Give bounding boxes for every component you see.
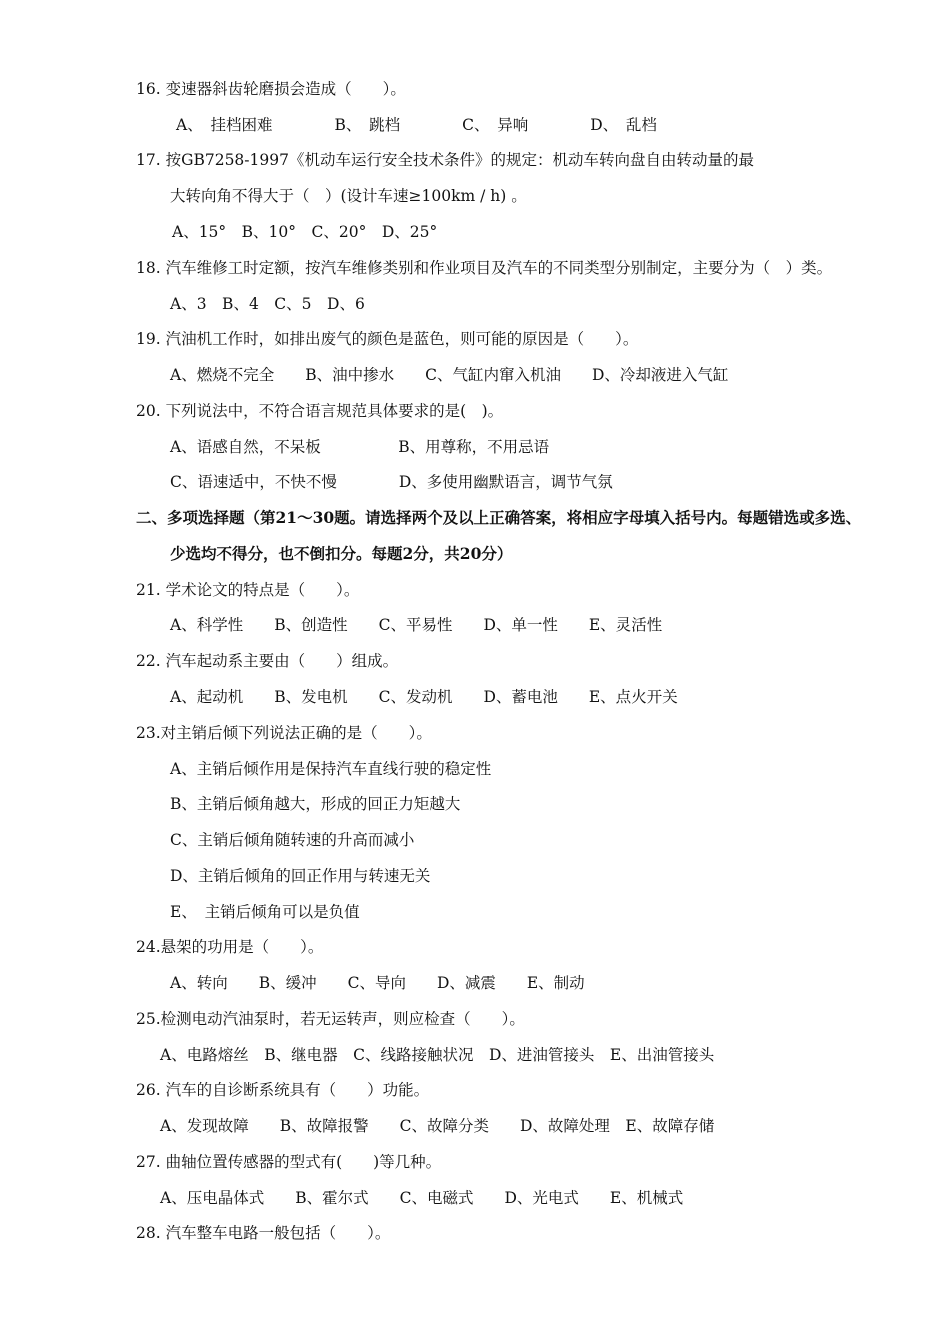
question-23: 23.对主销后倾下列说法正确的是（ ）。 [136, 724, 432, 742]
question-26: 26. 汽车的自诊断系统具有（ ）功能。 [136, 1081, 430, 1099]
question-27-options: A、压电晶体式 B、霍尔式 C、电磁式 D、光电式 E、机械式 [160, 1189, 684, 1207]
question-23-option-e: E、 主销后倾角可以是负值 [170, 903, 360, 921]
question-16: 16. 变速器斜齿轮磨损会造成（ ）。 [136, 80, 406, 98]
question-21-options: A、科学性 B、创造性 C、平易性 D、单一性 E、灵活性 [170, 616, 663, 634]
question-18-options: A、3 B、4 C、5 D、6 [170, 295, 365, 313]
question-28: 28. 汽车整车电路一般包括（ ）。 [136, 1224, 391, 1242]
question-27: 27. 曲轴位置传感器的型式有( )等几种。 [136, 1153, 442, 1171]
question-23-option-d: D、主销后倾角的回正作用与转速无关 [170, 867, 431, 885]
question-20-options-ab: A、语感自然，不呆板 B、用尊称，不用忌语 [170, 438, 550, 456]
section-heading: 二、多项选择题（第21～30题。请选择两个及以上正确答案，将相应字母填入括号内。每题错选或多选、 [136, 508, 862, 527]
question-23-option-c: C、主销后倾角随转速的升高而减小 [170, 831, 415, 849]
question-22-options: A、起动机 B、发电机 C、发动机 D、蓄电池 E、点火开关 [170, 688, 678, 706]
question-20-options-cd: C、语速适中，不快不慢 D、多使用幽默语言，调节气氛 [170, 473, 613, 491]
question-24: 24.悬架的功用是（ ）。 [136, 938, 324, 956]
question-19-options: A、燃烧不完全 B、油中掺水 C、气缸内窜入机油 D、冷却液进入气缸 [170, 366, 729, 384]
question-18: 18. 汽车维修工时定额，按汽车维修类别和作业项目及汽车的不同类型分别制定，主要分为（ ）类。 [136, 259, 833, 277]
question-25: 25.检测电动汽油泵时，若无运转声，则应检查（ ）。 [136, 1010, 525, 1028]
question-20: 20. 下列说法中，不符合语言规范具体要求的是( )。 [136, 402, 504, 420]
question-17: 17. 按GB7258-1997《机动车运行安全技术条件》的规定：机动车转向盘自由转动量的最 [136, 151, 754, 169]
question-23-option-b: B、主销后倾角越大，形成的回正力矩越大 [170, 795, 461, 813]
section-heading-continued: 少选均不得分，也不倒扣分。每题2分，共20分） [170, 544, 513, 563]
question-25-options: A、电路熔丝 B、继电器 C、线路接触状况 D、进油管接头 E、出油管接头 [160, 1046, 715, 1064]
question-17-options: A、15° B、10° C、20° D、25° [172, 223, 438, 241]
question-21: 21. 学术论文的特点是（ ）。 [136, 581, 360, 599]
question-16-options: A、 挂档困难 B、 跳档 C、 异响 D、 乱档 [176, 116, 657, 134]
question-24-options: A、转向 B、缓冲 C、导向 D、减震 E、制动 [170, 974, 585, 992]
question-17-continued: 大转向角不得大于（ ）(设计车速≥100km / h) 。 [170, 187, 527, 205]
question-23-option-a: A、主销后倾作用是保持汽车直线行驶的稳定性 [170, 760, 492, 778]
question-26-options: A、发现故障 B、故障报警 C、故障分类 D、故障处理 E、故障存储 [160, 1117, 715, 1135]
question-19: 19. 汽油机工作时，如排出废气的颜色是蓝色，则可能的原因是（ ）。 [136, 330, 639, 348]
question-22: 22. 汽车起动系主要由（ ）组成。 [136, 652, 399, 670]
